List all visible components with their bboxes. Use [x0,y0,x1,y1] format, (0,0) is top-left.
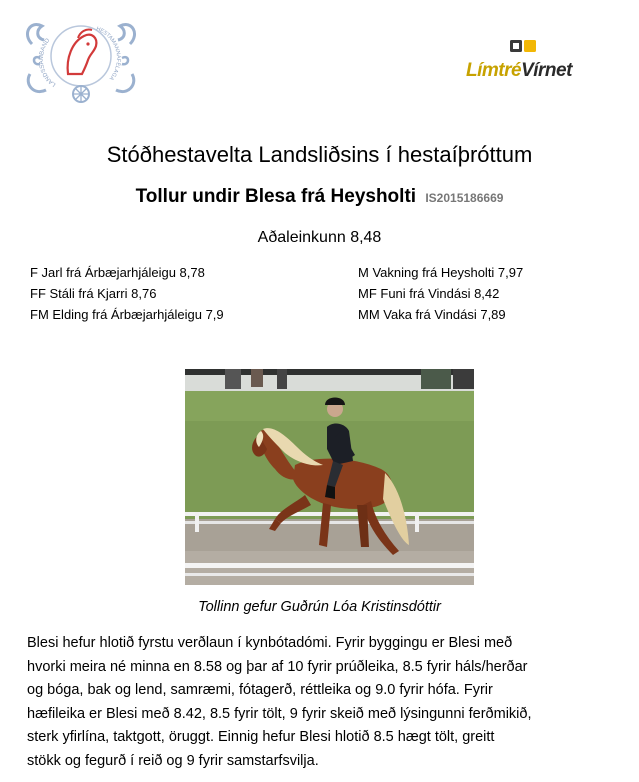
pedigree-line: M Vakning frá Heysholti 7,97 [358,265,524,280]
svg-text:HESTAMANNAFÉLAGA [95,26,122,81]
logo-word-1: Límtré [466,60,522,81]
page-title: Stóðhestavelta Landsliðsins í hestaíþróttum [106,142,533,167]
horse-heading [0,186,639,208]
pedigree-line: FM Elding frá Árbæjarhjáleigu 7,9 [30,307,224,322]
description-line: Blesi hefur hlotið fyrstu verðlaun í kynbótadómi. Fyrir byggingu er Blesi með [27,635,513,651]
horse-and-rider-icon [185,369,474,585]
description-line: hvorki meira né minna en 8.58 og þar af 10 fyrir prúðleika, 8.5 fyrir háls/herðar [27,658,528,675]
description-line: hæfileika er Blesi með 8.42, 8.5 fyrir tölt, 9 fyrir skeið með lýsingunni ferðmikið, [27,705,532,722]
logo-squares-icon [510,40,536,61]
description-line: og bóga, bak og lend, samræmi, fótagerð, réttleika og 9.0 fyrir hófa. Fyrir [27,682,493,698]
logo-text-right: HESTAMANNAFÉLAGA [95,26,122,82]
limtre-vimet-logo [462,36,592,92]
horse-name: Tollur undir Blesa frá Heysholti [135,186,417,207]
landssamband-logo [22,14,140,110]
pedigree-dam-side [358,262,523,325]
pedigree-line: F Jarl frá Árbæjarhjáleigu 8,78 [30,265,205,280]
description-paragraph [27,632,631,773]
photo-caption: Tollinn gefur Guðrún Lóa Kristinsdóttir [198,599,441,615]
svg-text:LANDSSAMBAND [39,37,57,87]
pedigree-line: FF Stáli frá Kjarri 8,76 [30,286,157,301]
pedigree-line: MM Vaka frá Vindási 7,89 [358,307,506,322]
logo-wordmark [466,60,572,82]
description-line: stökk og fegurð í reið og 9 fyrir samstarfsvilja. [27,752,319,769]
pedigree-line: MF Funi frá Vindási 8,42 [358,286,500,301]
registration-number: IS2015186669 [425,191,504,205]
pedigree-sire-side [30,262,224,325]
horse-photo [185,369,474,585]
logo-word-2: Vírnet [521,60,572,81]
horse-emblem-icon [22,14,140,110]
logo-text-left: LANDSSAMBAND [38,37,58,88]
overall-score: Aðaleinkunn 8,48 [257,229,382,246]
description-line: sterk yfirlína, taktgott, öruggt. Einnig hefur Blesi hlotið 8.5 hægt tölt, greitt [27,729,495,745]
